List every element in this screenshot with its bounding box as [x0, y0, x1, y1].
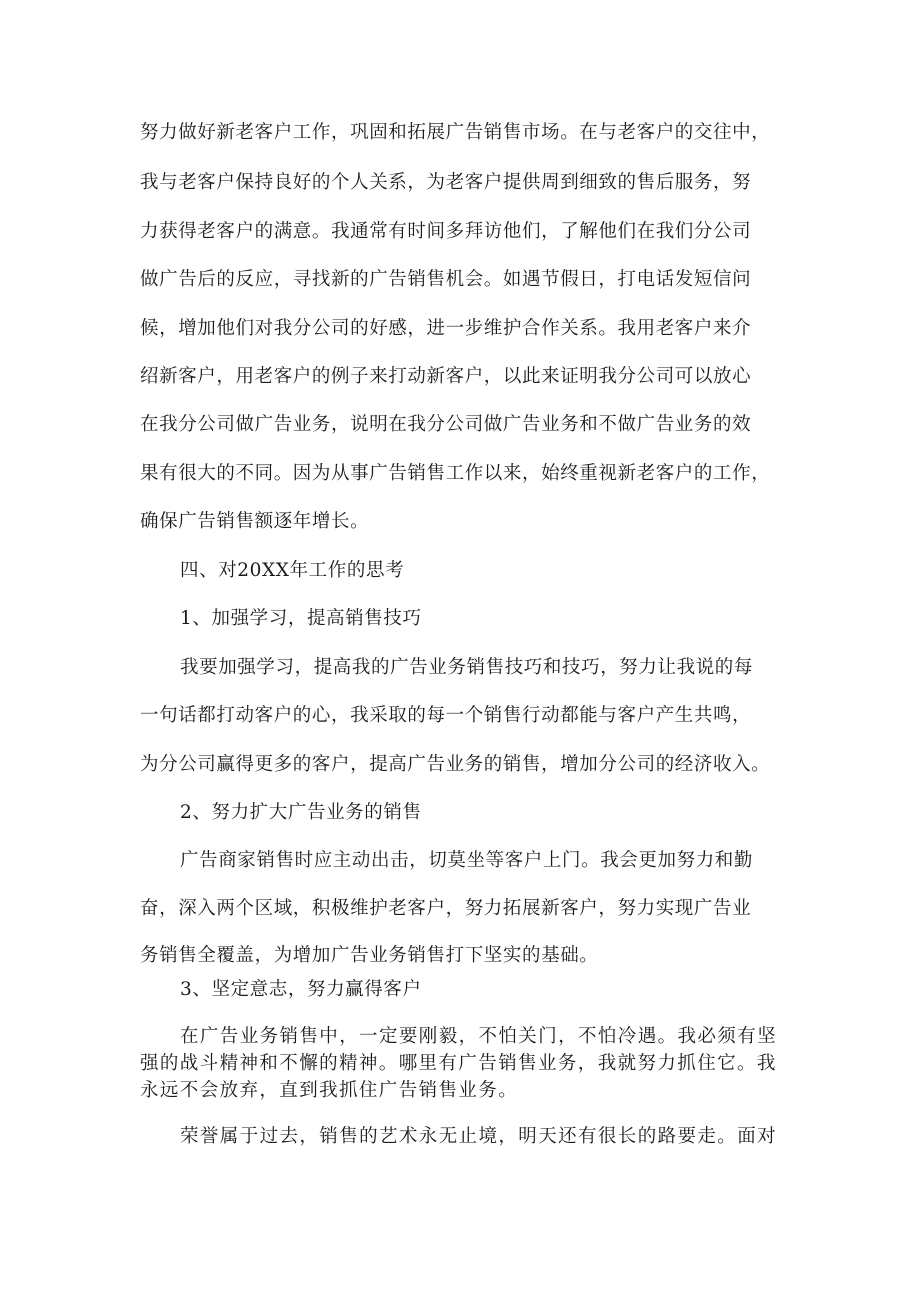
subsection-heading: 3、坚定意志，努力赢得客户 [180, 979, 422, 1000]
body-text-line: 荣誉属于过去，销售的艺术永无止境，明天还有很长的路要走。面对 [180, 1126, 778, 1147]
body-text-line: 候，增加他们对我分公司的好感，进一步维护合作关系。我用老客户来介 [140, 318, 752, 339]
body-text-line: 一句话都打动客户的心，我采取的每一个销售行动都能与客户产生共鸣， [140, 705, 752, 726]
body-text-line: 永远不会放弃，直到我抓住广告销售业务。 [140, 1080, 519, 1101]
body-text-line: 在我分公司做广告业务，说明在我分公司做广告业务和不做广告业务的效 [140, 414, 752, 435]
body-text-line: 我与老客户保持良好的个人关系，为老客户提供周到细致的售后服务，努 [140, 172, 752, 193]
body-text-line: 确保广告销售额逐年增长。 [140, 511, 370, 532]
body-text-line: 绍新客户，用老客户的例子来打动新客户，以此来证明我分公司可以放心 [140, 366, 752, 387]
body-text-line: 奋，深入两个区域，积极维护老客户，努力拓展新客户，努力实现广告业 [140, 898, 752, 919]
body-text-line: 务销售全覆盖，为增加广告业务销售打下坚实的基础。 [140, 945, 599, 966]
body-text-line: 在广告业务销售中，一定要刚毅，不怕关门，不怕冷遇。我必须有坚 [180, 1026, 778, 1047]
body-text-line: 努力做好新老客户工作，巩固和拓展广告销售市场。在与老客户的交往中， [140, 122, 771, 143]
body-text-line: 强的战斗精神和不懈的精神。哪里有广告销售业务，我就努力抓住它。我 [140, 1053, 777, 1074]
body-text-line: 为分公司赢得更多的客户，提高广告业务的销售，增加分公司的经济收入。 [140, 754, 771, 775]
body-text-line: 我要加强学习，提高我的广告业务销售技巧和技巧，努力让我说的每 [180, 657, 754, 678]
subsection-heading: 2、努力扩大广告业务的销售 [180, 802, 422, 823]
subsection-heading: 1、加强学习，提高销售技巧 [180, 608, 422, 629]
body-text-line: 做广告后的反应，寻找新的广告销售机会。如遇节假日，打电话发短信问 [140, 269, 752, 290]
section-heading: 四、对20XX年工作的思考 [180, 560, 405, 581]
body-text-line: 广告商家销售时应主动出击，切莫坐等客户上门。我会更加努力和勤 [180, 850, 754, 871]
body-text-line: 力获得老客户的满意。我通常有时间多拜访他们，了解他们在我们分公司 [140, 221, 752, 242]
body-text-line: 果有很大的不同。因为从事广告销售工作以来，始终重视新老客户的工作， [140, 463, 771, 484]
